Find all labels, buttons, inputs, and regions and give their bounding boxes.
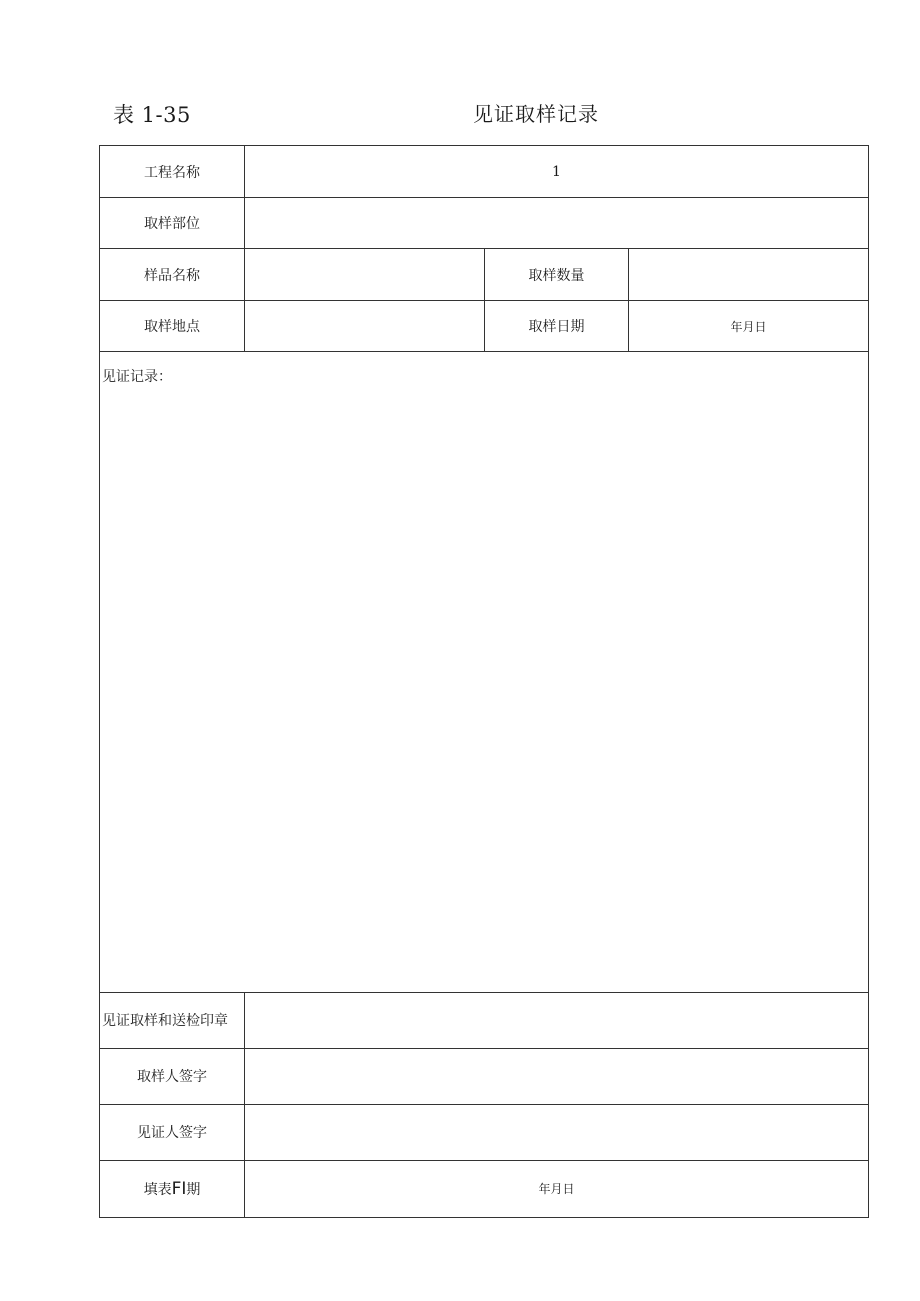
- document-title: 见证取样记录: [473, 102, 599, 126]
- sampling-date-field[interactable]: 年月日: [629, 301, 869, 352]
- sampling-quantity-field[interactable]: [629, 249, 869, 301]
- table-number: 表 1-35: [113, 103, 191, 127]
- witness-signature-label: 见证人签字: [100, 1104, 245, 1160]
- sampler-signature-label: 取样人签字: [100, 1048, 245, 1104]
- row-witness-record: [100, 352, 869, 993]
- fill-date-field[interactable]: 年月日: [245, 1160, 869, 1217]
- seal-field[interactable]: [245, 992, 869, 1048]
- sampling-place-label: 取样地点: [100, 301, 245, 352]
- row-witness-signature: [100, 1104, 869, 1160]
- witness-signature-field[interactable]: [245, 1104, 869, 1160]
- project-name-label: 工程名称: [100, 146, 245, 198]
- row-sampling-place: [100, 301, 869, 352]
- sampling-quantity-label: 取样数量: [485, 249, 629, 301]
- fill-date-label: [100, 1160, 245, 1217]
- row-fill-date: [100, 1160, 869, 1217]
- sampling-place-field[interactable]: [245, 301, 485, 352]
- sampler-signature-field[interactable]: [245, 1048, 869, 1104]
- row-seal: [100, 992, 869, 1048]
- sample-name-label: 样品名称: [100, 249, 245, 301]
- sampling-part-label: 取样部位: [100, 198, 245, 249]
- witness-sampling-form: [99, 145, 869, 1218]
- sampling-part-field[interactable]: [245, 198, 869, 249]
- witness-record-area[interactable]: [100, 352, 869, 993]
- fill-date-label-part2: FI: [171, 1178, 187, 1199]
- fill-date-label-part1: 填表: [143, 1181, 172, 1198]
- sample-name-field[interactable]: [245, 249, 485, 301]
- row-sampler-signature: [100, 1048, 869, 1104]
- witness-record-label: 见证记录：: [102, 369, 172, 386]
- sampling-date-label: 取样日期: [485, 301, 629, 352]
- row-sample-name: [100, 249, 869, 301]
- project-name-field[interactable]: 1: [245, 146, 869, 198]
- row-sampling-part: [100, 198, 869, 249]
- seal-label: 见证取样和送检印章: [100, 992, 245, 1048]
- fill-date-label-part3: 期: [186, 1181, 201, 1198]
- row-project-name: [100, 146, 869, 198]
